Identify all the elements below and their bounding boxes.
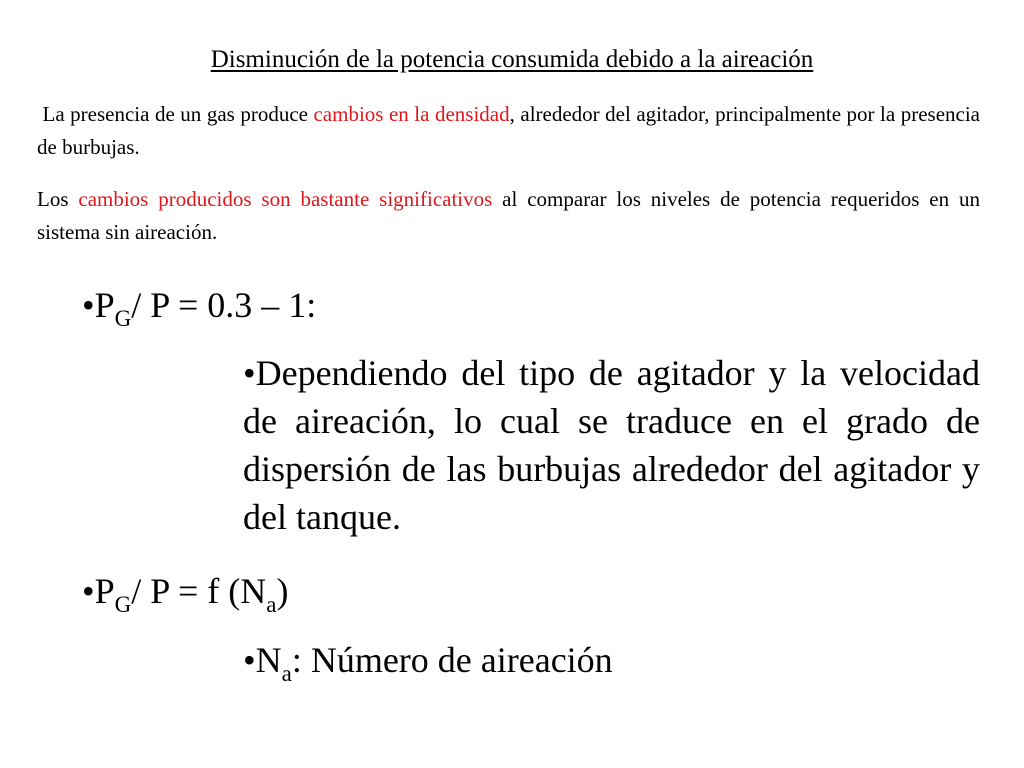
bullet-power-ratio-subscript: G [114,306,132,331]
paragraph-changes-text-end: al comparar los niveles de potencia requeridos en un sistema sin aireación. [37,187,986,244]
bullet-power-ratio-rest: / P = 0.3 – 1: [131,285,317,325]
bullet-function-subscript-a: a [266,592,277,617]
bullet-function-subscript-g: G [114,592,132,617]
bullet-function-end: ) [276,571,289,611]
subbullet-dependence: •Dependiendo del tipo de agitador y la velocidad de aireación, lo cual se traduce en el grado de dispersión de las burbujas alrededor del agitador y del tanque. [243,353,980,537]
bullet-power-ratio-marker: •P [82,285,115,325]
subbullet-aeration-subscript: a [281,661,292,686]
bullet-power-ratio-function [82,569,289,617]
paragraph-density [37,98,986,164]
paragraph-density-text-start: La presencia de un gas produce [37,102,314,126]
paragraph-changes [37,183,986,249]
subbullet-aeration-marker: •N [243,640,282,680]
bullet-function-marker: •P [82,571,115,611]
subbullet-aeration-number [243,636,980,684]
paragraph-changes-highlight: cambios producidos son bastante significativos [78,187,493,211]
paragraph-changes-text-start: Los [37,187,79,211]
slide-title: Disminución de la potencia consumida debido a la aireación [210,46,814,73]
subbullet-aeration-rest: : Número de aireación [291,640,613,680]
bullet-function-middle: / P = f (N [131,571,267,611]
paragraph-density-text-end: , alrededor del agitador, principalmente por la presencia de burbujas. [37,102,986,159]
bullet-power-ratio-range [82,283,317,331]
paragraph-density-highlight: cambios en la densidad [313,102,510,126]
